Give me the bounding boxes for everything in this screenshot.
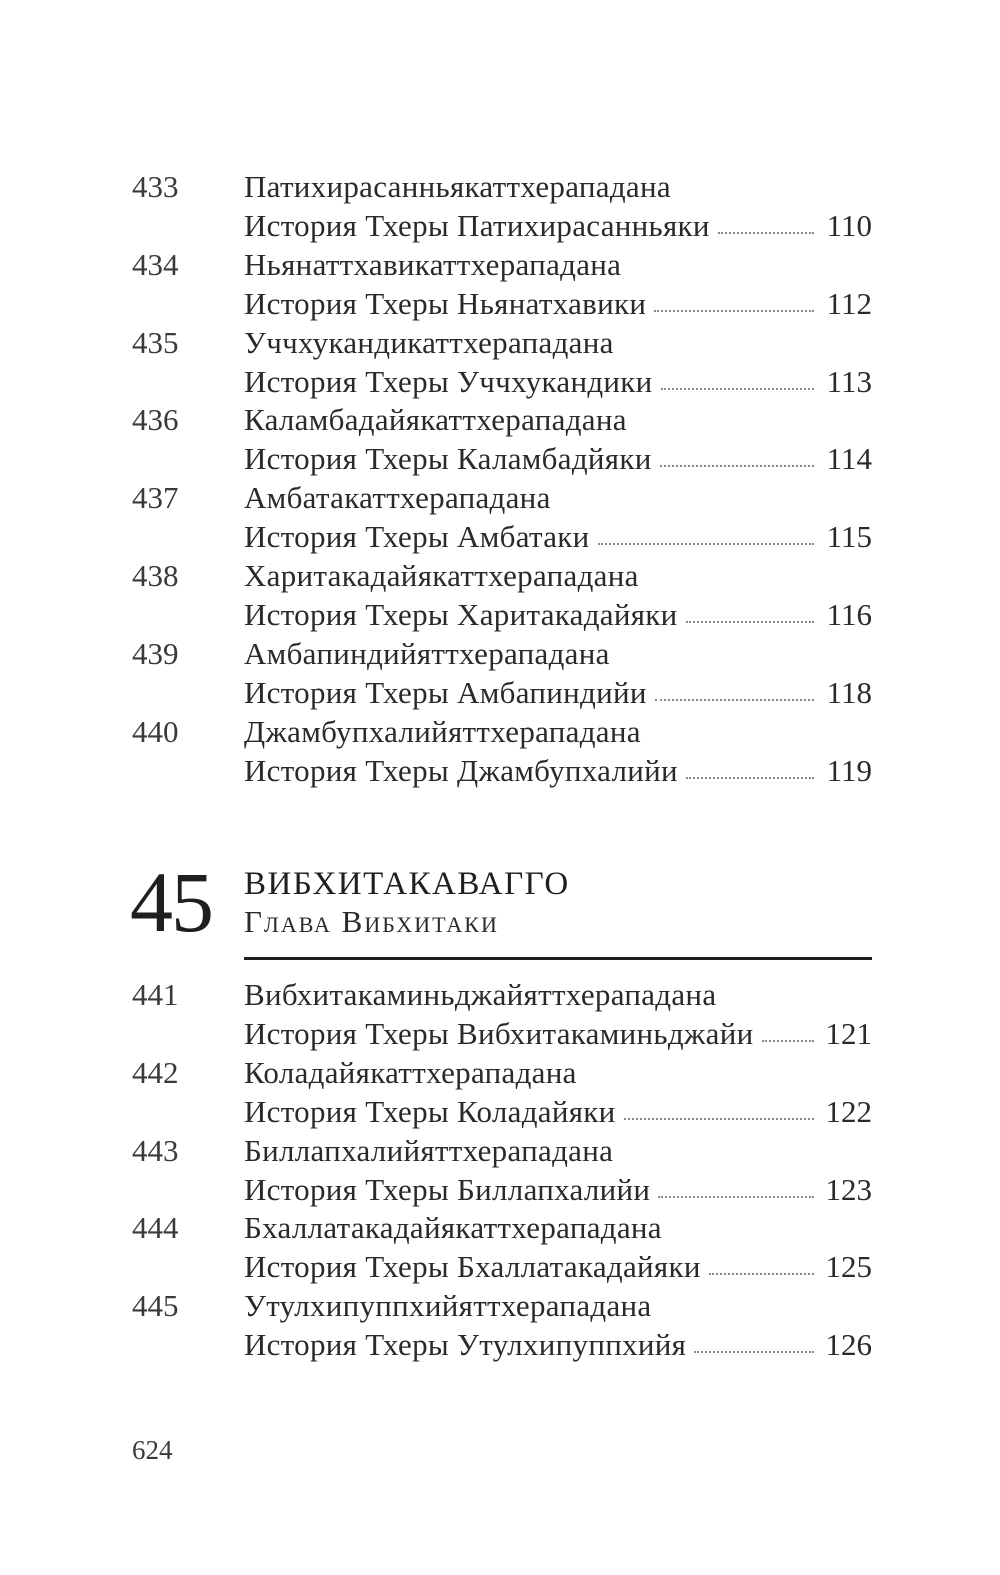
toc-entry	[132, 712, 872, 790]
entry-title-line	[244, 595, 872, 634]
entry-title-line	[244, 439, 872, 478]
entry-number: 444	[132, 1210, 179, 1246]
entry-page-number: 126	[825, 1327, 872, 1363]
entry-title: История Тхеры Вибхитакаминьджайи	[244, 1016, 754, 1051]
entry-title: История Тхеры Коладайяки	[244, 1093, 616, 1129]
entry-title: История Тхеры Харитакадайяки	[244, 596, 678, 632]
entry-number: 437	[132, 480, 179, 516]
entry-number: 434	[132, 246, 179, 282]
entry-number: 436	[132, 402, 179, 438]
entry-title: История Тхеры Джамбупхалийи	[244, 752, 678, 788]
entry-pali-title: Утулхипуппхийяттхерападана	[244, 1288, 652, 1324]
dot-leader	[762, 1040, 815, 1042]
entry-pali-title: Каламбадайякаттхерападана	[244, 402, 627, 438]
entry-title: История Тхеры Амбатаки	[244, 519, 590, 555]
toc-entry	[132, 1131, 872, 1209]
toc-entry	[132, 1286, 872, 1364]
dot-leader	[718, 232, 814, 234]
entry-page-number: 115	[826, 519, 872, 555]
toc-entry	[132, 556, 872, 634]
entry-number: 438	[132, 557, 179, 593]
entry-pali-title: Вибхитакаминьджайяттхерападана	[244, 977, 717, 1012]
toc-list	[132, 975, 872, 1364]
toc-entry	[132, 167, 872, 245]
entry-title-line	[244, 284, 872, 323]
page-number: 624	[132, 1435, 173, 1465]
entry-pali-title: Амбатакаттхерападана	[244, 480, 551, 516]
entry-page-number: 121	[825, 1016, 872, 1051]
dot-leader	[624, 1118, 814, 1120]
entry-title-line	[244, 1014, 872, 1053]
entry-page-number: 113	[826, 363, 872, 399]
entry-pali-title: Ньянаттхавикаттхерападана	[244, 246, 622, 282]
dot-leader	[655, 699, 814, 701]
dot-leader	[598, 543, 814, 545]
dot-leader	[709, 1273, 814, 1275]
dot-leader	[654, 310, 814, 312]
toc-entry	[132, 400, 872, 478]
dot-leader	[658, 1196, 814, 1198]
toc-entry	[132, 634, 872, 712]
entry-title: История Тхеры Амбапиндийи	[244, 674, 647, 710]
entry-pali-title: Патихирасанньякаттхерападана	[244, 169, 671, 204]
entry-page-number: 122	[825, 1093, 872, 1129]
dot-leader	[686, 621, 814, 623]
entry-number: 435	[132, 324, 179, 360]
entry-title-line	[244, 673, 872, 712]
toc-entry	[132, 245, 872, 323]
chapter-subtitle: Глава Вибхитаки	[244, 904, 499, 939]
chapter-number: 45	[130, 854, 212, 950]
entry-number: 442	[132, 1054, 179, 1090]
entry-page-number: 110	[826, 208, 872, 243]
entry-title: История Тхеры Патихирасанньяки	[244, 208, 710, 243]
entry-number: 443	[132, 1132, 179, 1168]
entry-title: История Тхеры Уччхукандики	[244, 363, 653, 399]
entry-pali-title: Харитакадайякаттхерападана	[244, 557, 639, 593]
entry-title-line	[244, 1170, 872, 1209]
entry-title: История Тхеры Ньянатхавики	[244, 285, 647, 321]
dot-leader	[686, 777, 814, 779]
entry-title: История Тхеры Бхаллатакадайяки	[244, 1249, 701, 1285]
entry-title-line	[244, 206, 872, 245]
entry-title-line	[244, 1325, 872, 1364]
entry-page-number: 119	[826, 752, 872, 788]
entry-title: История Тхеры Каламбадйяки	[244, 441, 652, 477]
entry-pali-title: Амбапиндийяттхерападана	[244, 635, 610, 671]
entry-page-number: 112	[826, 285, 872, 321]
entry-number: 440	[132, 713, 179, 749]
entry-number: 433	[132, 169, 179, 204]
entry-title-line	[244, 362, 872, 401]
chapter-title: ВИБХИТАКАВАГГО	[244, 866, 570, 902]
entry-title-line	[244, 751, 872, 790]
entry-pali-title: Джамбупхалийяттхерападана	[244, 713, 641, 749]
dot-leader	[661, 388, 814, 390]
entry-title-line	[244, 1092, 872, 1131]
toc-entry	[132, 478, 872, 556]
entry-title: История Тхеры Биллапхалийи	[244, 1171, 651, 1207]
entry-page-number: 125	[825, 1249, 872, 1285]
chapter-heading	[130, 854, 872, 960]
entry-pali-title: Бхаллатакадайякаттхерападана	[244, 1210, 662, 1246]
chapter-divider	[244, 957, 872, 960]
dot-leader	[694, 1351, 814, 1353]
entry-pali-title: Уччхукандикаттхерападана	[244, 324, 614, 360]
toc-entry	[132, 323, 872, 401]
entry-page-number: 116	[826, 596, 872, 632]
toc-entry	[132, 1208, 872, 1286]
entry-title-line	[244, 1247, 872, 1286]
toc-list	[132, 167, 872, 789]
entry-page-number: 114	[826, 441, 872, 477]
entry-title: История Тхеры Утулхипуппхийя	[244, 1327, 687, 1363]
entry-number: 439	[132, 635, 179, 671]
toc-entry	[132, 975, 872, 1053]
entry-page-number: 123	[825, 1171, 872, 1207]
entry-page-number: 118	[826, 674, 872, 710]
dot-leader	[660, 465, 814, 467]
entry-pali-title: Коладайякаттхерападана	[244, 1054, 577, 1090]
toc-entry	[132, 1053, 872, 1131]
entry-title-line	[244, 517, 872, 556]
entry-pali-title: Биллапхалийяттхерападана	[244, 1132, 614, 1168]
entry-number: 445	[132, 1288, 179, 1324]
entry-number: 441	[132, 977, 179, 1012]
